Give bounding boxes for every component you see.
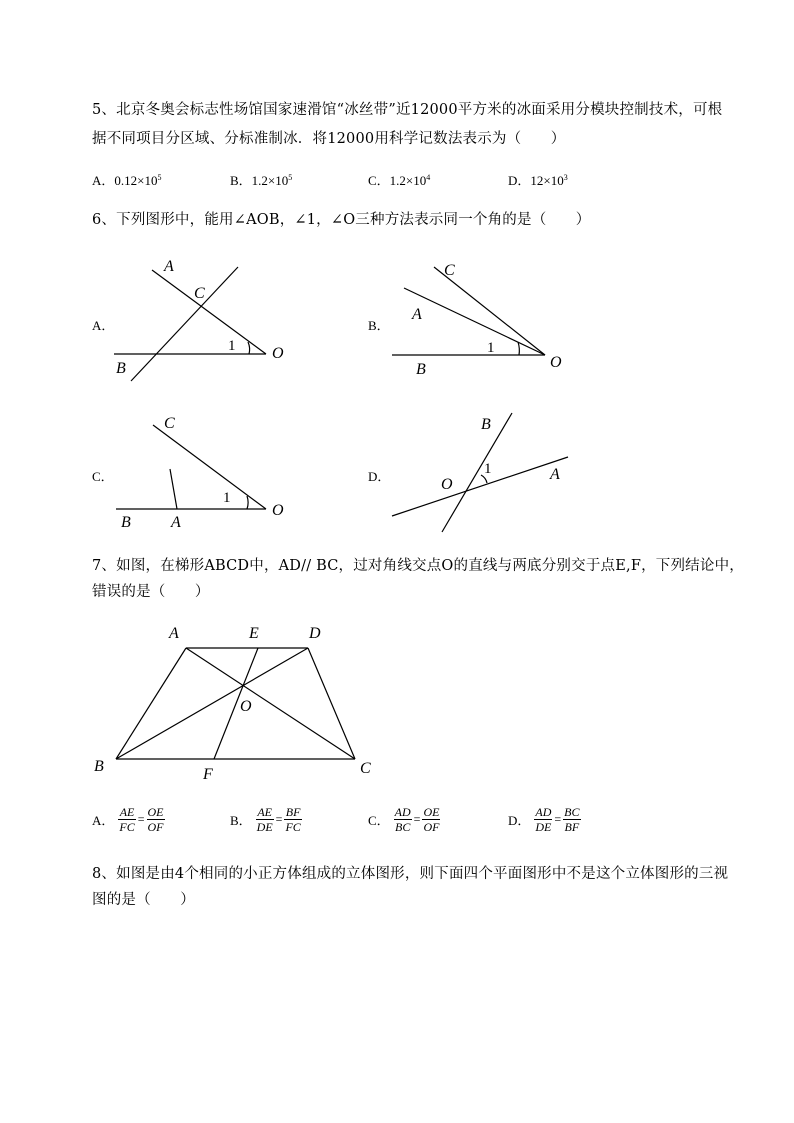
q7-option-c[interactable] (368, 805, 440, 834)
label-b: B (481, 416, 491, 433)
label-a: A (171, 514, 181, 531)
fraction-left: $\frac{AE}{DE}$ (256, 805, 273, 834)
ray-oa (404, 288, 545, 355)
q8-text-line1: 8、如图是由4个相同的小正方体组成的立体图形，则下面四个平面图形中不是这个立体图形的三视 (92, 866, 729, 882)
label-o: O (550, 354, 562, 371)
label-a: A (164, 258, 174, 275)
label-o: O (272, 502, 284, 519)
fraction-right: $\frac{BF}{FC}$ (285, 805, 301, 834)
option-exponent: 5 (157, 173, 162, 182)
q6-figure-d[interactable] (385, 405, 585, 535)
label-b: B (94, 758, 104, 775)
label-o: O (272, 345, 284, 362)
line-bc (131, 267, 238, 381)
ray-oc (153, 425, 266, 509)
label-a: A (169, 625, 179, 642)
option-label: A． (92, 173, 115, 188)
label-a: A (550, 466, 560, 483)
q6-figure-c[interactable] (100, 405, 300, 535)
line-oa (392, 457, 568, 516)
option-value: 12×10 (530, 173, 564, 188)
option-label: B． (230, 813, 252, 828)
segment-a (170, 469, 177, 509)
q5-option-b[interactable] (230, 170, 292, 189)
q6-option-b-label[interactable]: B． (368, 318, 390, 333)
option-value: 1.2×10 (389, 173, 427, 188)
q7-option-b[interactable] (230, 805, 302, 834)
equals-sign: = (554, 812, 562, 826)
fraction-right: $\frac{OE}{OF}$ (147, 805, 164, 834)
label-c: C (360, 760, 371, 777)
line-ob (442, 413, 512, 532)
angle-arc (248, 342, 250, 354)
q5-text-line1: 5、北京冬奥会标志性场馆国家速滑馆“冰丝带”近12000平方米的冰面采用分模块控制技术，可根 (92, 102, 723, 118)
option-label: C． (368, 173, 390, 188)
label-o: O (441, 476, 453, 493)
label-b: B (416, 361, 426, 378)
option-value: 0.12×10 (114, 173, 158, 188)
label-a: A (412, 306, 422, 323)
label-one: 1 (487, 340, 495, 356)
option-label: B． (230, 173, 252, 188)
q7-text-line2: 错误的是（ ） (92, 584, 210, 600)
side-dc (308, 648, 355, 759)
q7-option-a[interactable] (92, 805, 165, 834)
q6-text-line1: 6、下列图形中，能用∠AOB，∠1，∠O三种方法表示同一个角的是（ ） (92, 212, 591, 228)
label-one: 1 (228, 338, 236, 354)
side-ab (116, 648, 186, 759)
q5-text-line2: 据不同项目分区域、分标准制冰．将12000用科学记数法表示为（ ） (92, 131, 566, 147)
q7-trapezoid-figure (90, 620, 390, 785)
label-one: 1 (223, 490, 231, 506)
option-exponent: 5 (288, 173, 293, 182)
label-f: F (203, 766, 213, 783)
option-label: A． (92, 813, 115, 828)
equals-sign: = (137, 812, 145, 826)
fraction-left: $\frac{AE}{FC}$ (119, 805, 135, 834)
angle-arc (247, 496, 248, 509)
q6-option-a-label[interactable]: A． (92, 318, 115, 333)
label-one: 1 (484, 461, 492, 477)
ray-oa (152, 270, 266, 354)
label-b: B (116, 360, 126, 377)
q6-figure-b[interactable] (380, 255, 580, 380)
label-b: B (121, 514, 131, 531)
option-label: D． (508, 813, 531, 828)
label-c: C (194, 285, 205, 302)
fraction-left: $\frac{AD}{BC}$ (394, 805, 411, 834)
q6-figure-a[interactable] (100, 250, 310, 385)
angle-arc (518, 342, 519, 355)
label-o: O (240, 698, 252, 715)
q8-text-line2: 图的是（ ） (92, 892, 195, 908)
q5-option-a[interactable] (92, 170, 161, 189)
option-label: D． (508, 173, 531, 188)
fraction-right: $\frac{OE}{OF}$ (423, 805, 440, 834)
label-e: E (249, 625, 259, 642)
q6-option-d-label[interactable]: D． (368, 469, 391, 484)
q7-text-line1: 7、如图，在梯形ABCD中，AD// BC，过对角线交点O的直线与两底分别交于点E,F，下列结论中， (92, 558, 744, 574)
option-label: C． (368, 813, 390, 828)
fraction-right: $\frac{BC}{BF}$ (564, 805, 580, 834)
fraction-left: $\frac{AD}{DE}$ (535, 805, 552, 834)
equals-sign: = (275, 812, 283, 826)
q6-option-c-label[interactable]: C． (92, 469, 114, 484)
label-d: D (309, 625, 321, 642)
label-c: C (164, 415, 175, 432)
equals-sign: = (413, 812, 421, 826)
label-c: C (444, 262, 455, 279)
option-exponent: 3 (563, 173, 568, 182)
option-value: 1.2×10 (251, 173, 289, 188)
q5-option-c[interactable] (368, 170, 430, 189)
q5-option-d[interactable] (508, 170, 568, 189)
option-exponent: 4 (426, 173, 431, 182)
q7-option-d[interactable] (508, 805, 581, 834)
